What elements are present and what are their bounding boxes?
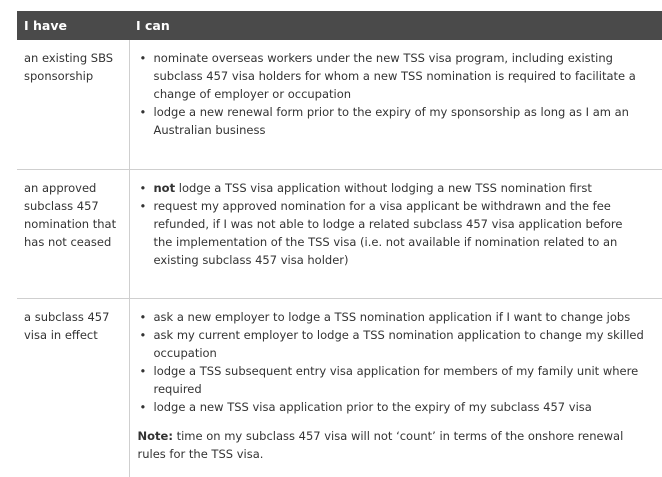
- table-header-row: [17, 11, 662, 40]
- list-item: [138, 179, 645, 197]
- list-item: • lodge a new renewal form prior to the expiry of my sponsorship as long as I am an Australian business: [138, 103, 645, 139]
- list-item: • ask a new employer to lodge a TSS nomination application if I want to change jobs: [138, 308, 645, 326]
- note-label: Note:: [138, 429, 173, 443]
- list-item-text: lodge a TSS visa application without lodging a new TSS nomination first: [175, 181, 592, 195]
- table-row: [17, 40, 662, 170]
- row-have-cell: an existing SBS sponsorship: [17, 40, 129, 170]
- table-row: [17, 299, 662, 477]
- can-list: [138, 308, 645, 416]
- list-item: • lodge a TSS subsequent entry visa application for members of my family unit where required: [138, 362, 645, 398]
- can-list: [138, 49, 645, 139]
- list-item: • lodge a new TSS visa application prior to the expiry of my subclass 457 visa: [138, 398, 645, 416]
- list-item: • ask my current employer to lodge a TSS nomination application to change my skilled occupation: [138, 326, 645, 362]
- note-paragraph: [138, 427, 645, 463]
- row-can-cell: [129, 40, 662, 170]
- row-have-cell: a subclass 457 visa in effect: [17, 299, 129, 477]
- table-row: [17, 170, 662, 299]
- header-i-can: I can: [129, 11, 662, 40]
- list-item: • request my approved nomination for a visa applicant be withdrawn and the fee refunded, if I was not able to lodge a related subclass 457 visa application before the implementation of the TSS visa (i.e. not available if nomination related to an existing subclass 457 visa holder): [138, 197, 645, 269]
- header-i-have: I have: [17, 11, 129, 40]
- row-can-cell: [129, 299, 662, 477]
- emphasis-not: not: [154, 181, 176, 195]
- visa-rights-table: [17, 11, 662, 477]
- note-text: time on my subclass 457 visa will not ‘count’ in terms of the onshore renewal rules for the TSS visa.: [138, 429, 624, 461]
- row-can-cell: [129, 170, 662, 299]
- can-list: [138, 179, 645, 269]
- visa-rights-table-container: [17, 11, 662, 477]
- list-item: • nominate overseas workers under the new TSS visa program, including existing subclass 457 visa holders for whom a new TSS nomination is required to facilitate a change of employer or occupation: [138, 49, 645, 103]
- row-have-cell: an approved subclass 457 nomination that has not ceased: [17, 170, 129, 299]
